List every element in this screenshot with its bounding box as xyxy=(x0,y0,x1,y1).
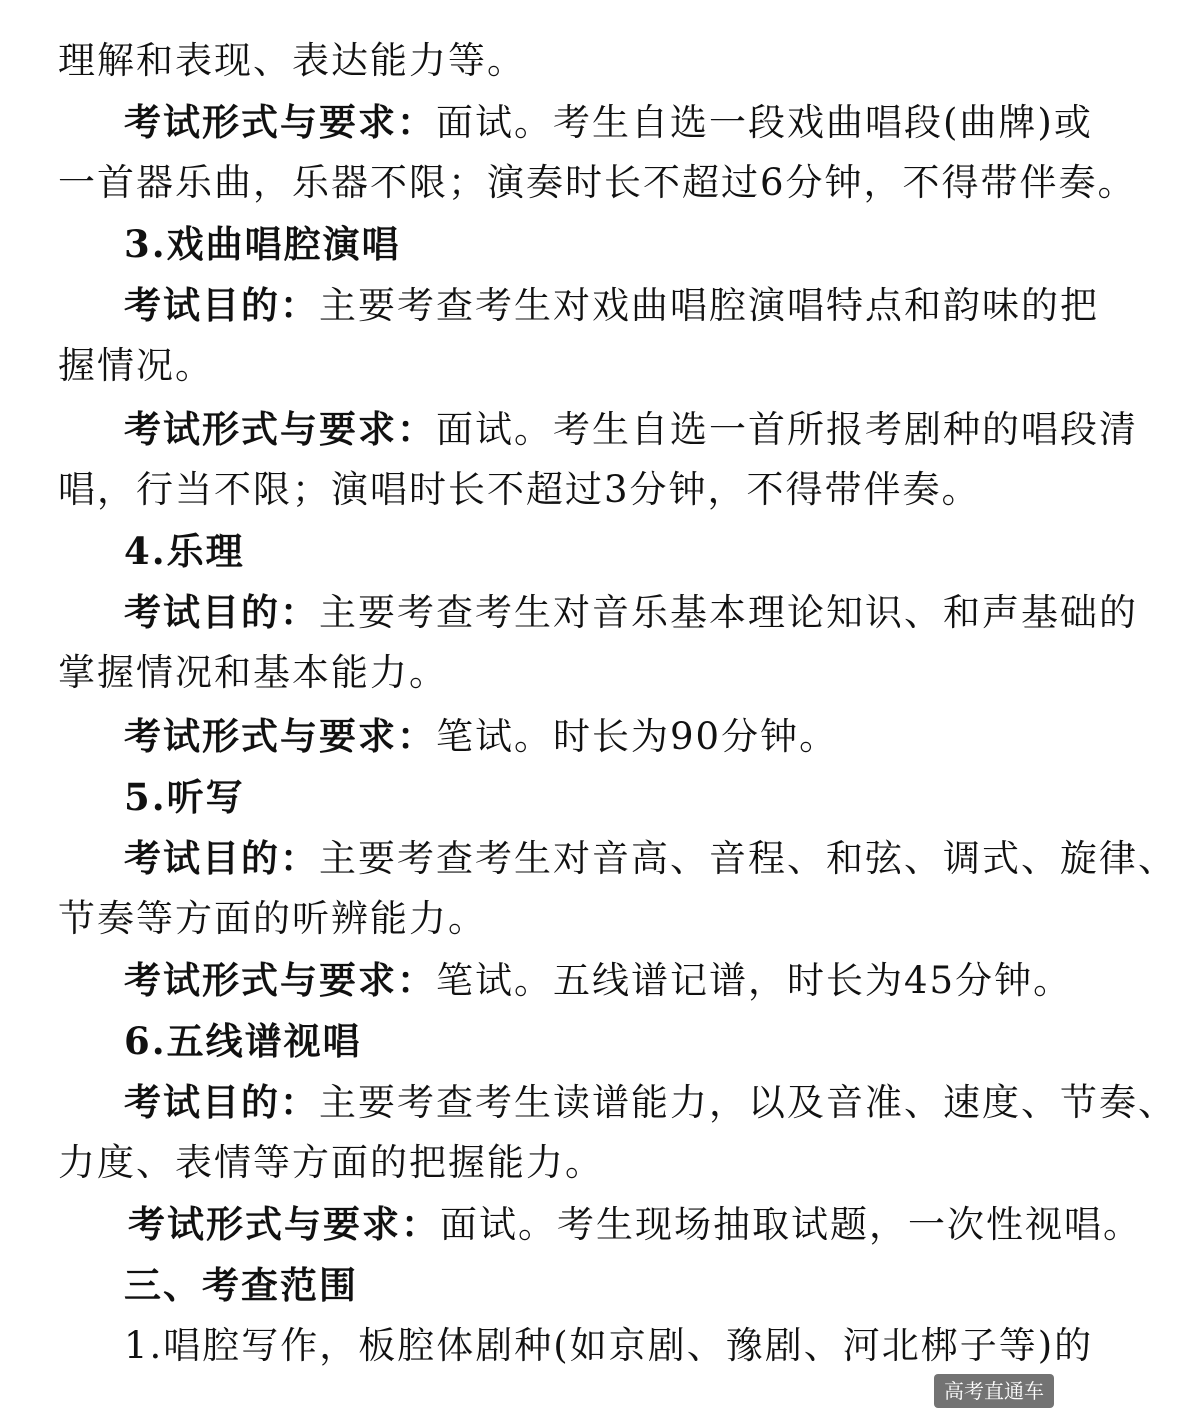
body-text: 主要考查考生读谱能力，以及音准、速度、节奏、 xyxy=(319,1081,1177,1124)
paragraph-line xyxy=(124,955,1072,1006)
section-heading xyxy=(124,219,401,269)
exam-purpose-label: 考试目的： xyxy=(124,1080,319,1124)
paragraph-line xyxy=(124,833,1177,884)
paragraph-line xyxy=(124,1077,1177,1128)
exam-format-label: 考试形式与要求： xyxy=(124,100,436,144)
body-text: 理解和表现、表达能力等。 xyxy=(58,39,526,82)
body-text: 主要考查考生对戏曲唱腔演唱特点和韵味的把 xyxy=(319,284,1099,327)
exam-purpose-label: 考试目的： xyxy=(124,590,319,634)
paragraph-line xyxy=(124,1321,1093,1371)
paragraph-line xyxy=(124,404,1138,455)
exam-purpose-label: 考试目的： xyxy=(124,283,319,327)
exam-format-label: 考试形式与要求： xyxy=(124,958,436,1002)
exam-format-label: 考试形式与要求： xyxy=(128,1202,440,1246)
paragraph-line xyxy=(124,97,1093,148)
exam-format-label: 考试形式与要求： xyxy=(124,407,436,451)
body-text: 力度、表情等方面的把握能力。 xyxy=(58,1141,604,1184)
heading-text: 4.乐理 xyxy=(124,529,245,573)
paragraph-line xyxy=(58,894,487,944)
exam-format-label: 考试形式与要求： xyxy=(124,714,436,758)
watermark: 高考直通车 xyxy=(934,1374,1054,1408)
body-text: 节奏等方面的听辨能力。 xyxy=(58,897,487,940)
body-text: 一首器乐曲，乐器不限；演奏时长不超过6分钟，不得带伴奏。 xyxy=(58,161,1137,204)
paragraph-line xyxy=(124,587,1138,638)
heading-text: 6.五线谱视唱 xyxy=(124,1019,362,1063)
heading-text: 三、考查范围 xyxy=(124,1263,358,1307)
exam-purpose-label: 考试目的： xyxy=(124,836,319,880)
paragraph-line xyxy=(124,711,838,762)
body-text: 主要考查考生对音高、音程、和弦、调式、旋律、 xyxy=(319,837,1177,880)
heading-text: 5.听写 xyxy=(124,775,245,819)
body-text: 面试。考生自选一首所报考剧种的唱段清 xyxy=(436,408,1138,451)
body-text: 1.唱腔写作，板腔体剧种(如京剧、豫剧、河北梆子等)的 xyxy=(124,1324,1094,1367)
body-text: 笔试。五线谱记谱，时长为45分钟。 xyxy=(436,959,1073,1002)
body-text: 握情况。 xyxy=(58,344,214,387)
section-heading xyxy=(124,1260,358,1310)
paragraph-line xyxy=(58,341,214,391)
paragraph-line xyxy=(58,465,981,515)
body-text: 掌握情况和基本能力。 xyxy=(58,651,448,694)
paragraph-line xyxy=(128,1199,1142,1250)
paragraph-line xyxy=(58,158,1137,208)
paragraph-line xyxy=(124,280,1099,331)
body-text: 面试。考生自选一段戏曲唱段(曲牌)或 xyxy=(436,101,1093,144)
body-text: 主要考查考生对音乐基本理论知识、和声基础的 xyxy=(319,591,1138,634)
section-heading xyxy=(124,526,245,576)
section-heading xyxy=(124,772,245,822)
heading-text: 3.戏曲唱腔演唱 xyxy=(124,222,401,266)
paragraph-line xyxy=(58,36,526,86)
body-text: 面试。考生现场抽取试题，一次性视唱。 xyxy=(440,1203,1142,1246)
section-heading xyxy=(124,1016,362,1066)
body-text: 笔试。时长为90分钟。 xyxy=(436,715,839,758)
paragraph-line xyxy=(58,1138,604,1188)
body-text: 唱，行当不限；演唱时长不超过3分钟，不得带伴奏。 xyxy=(58,468,981,511)
paragraph-line xyxy=(58,648,448,698)
